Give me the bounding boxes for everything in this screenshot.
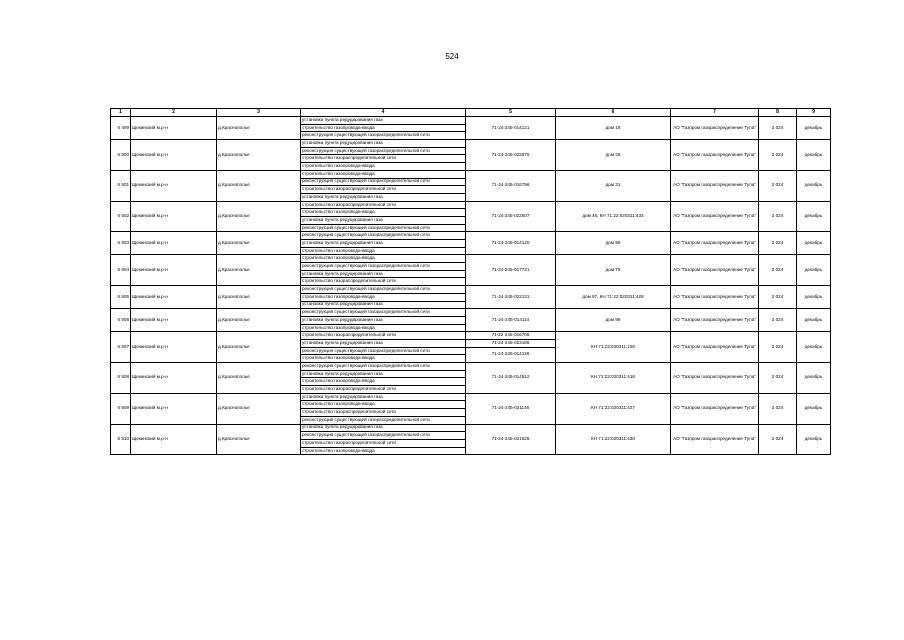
registry-code: 71-24-245-022131	[466, 286, 556, 309]
table-row	[111, 332, 831, 340]
header-cell: 3	[217, 109, 301, 117]
month-cell: декабрь	[797, 140, 831, 171]
work-item: реконструкция существующей газораспределительной сети	[301, 232, 466, 240]
table-row	[111, 140, 831, 148]
row-number: 6 499	[111, 117, 131, 140]
page-number: 524	[445, 52, 459, 61]
header-cell: 2	[131, 109, 217, 117]
registry-code: 71-24-245-014126	[466, 347, 556, 362]
work-item: строительство газораспределительной сети	[301, 439, 466, 447]
work-item: установка пункта редуцирования газа	[301, 339, 466, 347]
row-number: 6 508	[111, 363, 131, 394]
locality-cell: д.Краснополье	[217, 332, 301, 363]
locality-cell: д.Краснополье	[217, 363, 301, 394]
table-row	[111, 170, 831, 178]
row-number: 6 505	[111, 286, 131, 309]
district-cell: Щекинский м.р-н	[131, 332, 217, 363]
work-item: реконструкция существующей газораспределительной сети	[301, 224, 466, 232]
month-cell: декабрь	[797, 332, 831, 363]
work-item: установка пункта редуцирования газа	[301, 270, 466, 278]
registry-code: 71-24-245-016796	[466, 170, 556, 201]
row-number: 6 509	[111, 393, 131, 424]
year-cell: 2 024	[759, 170, 797, 201]
work-item: установка пункта редуцирования газа	[301, 140, 466, 148]
header-cell: 8	[759, 109, 797, 117]
work-item: реконструкция существующей газораспределительной сети	[301, 416, 466, 424]
district-cell: Щекинский м.р-н	[131, 286, 217, 309]
work-item: строительство газопровода-ввода	[301, 163, 466, 171]
work-item: установка пункта редуцирования газа	[301, 117, 466, 125]
organization-cell: АО "Газпром газораспределение Тула"	[671, 286, 759, 309]
table-row	[111, 201, 831, 209]
district-cell: Щекинский м.р-н	[131, 363, 217, 394]
work-item: реконструкция существующей газораспределительной сети	[301, 147, 466, 155]
address-cell: КН 71:22:020311:430	[556, 424, 671, 455]
month-cell: декабрь	[797, 232, 831, 255]
work-item: строительство газораспределительной сети	[301, 409, 466, 417]
work-item: строительство газопровода-ввода	[301, 255, 466, 263]
address-cell: дом 97, КН 71:22:020311:428	[556, 286, 671, 309]
locality-cell: д.Краснополье	[217, 201, 301, 232]
locality-cell: д.Краснополье	[217, 255, 301, 286]
header-cell: 5	[466, 109, 556, 117]
year-cell: 2 024	[759, 232, 797, 255]
month-cell: декабрь	[797, 363, 831, 394]
work-item: строительство газопровода-ввода	[301, 170, 466, 178]
header-cell: 4	[301, 109, 466, 117]
work-item: строительство газораспределительной сети	[301, 278, 466, 286]
work-item: установка пункта редуцирования газа	[301, 316, 466, 324]
locality-cell: д.Краснополье	[217, 286, 301, 309]
header-cell: 1	[111, 109, 131, 117]
locality-cell: д.Краснополье	[217, 140, 301, 171]
row-number: 6 503	[111, 232, 131, 255]
works-table	[110, 108, 831, 455]
registry-code: 71-24-245-014114	[466, 309, 556, 332]
year-cell: 2 024	[759, 140, 797, 171]
work-item: строительство газораспределительной сети	[301, 332, 466, 340]
month-cell: декабрь	[797, 309, 831, 332]
registry-code: 71-24-245-014120	[466, 232, 556, 255]
address-cell: дом 46, КН 71:22:020311:434	[556, 201, 671, 232]
year-cell: 2 024	[759, 286, 797, 309]
year-cell: 2 024	[759, 424, 797, 455]
year-cell: 2 024	[759, 393, 797, 424]
address-cell: КН 71:22:020311:155	[556, 332, 671, 363]
work-item: строительство газопровода-ввода	[301, 378, 466, 386]
locality-cell: д.Краснополье	[217, 117, 301, 140]
work-item: строительство газопровода-ввода	[301, 324, 466, 332]
registry-code: 71-24-245-021625	[466, 424, 556, 455]
work-item: строительство газопровода-ввода	[301, 355, 466, 363]
header-cell: 7	[671, 109, 759, 117]
work-item: установка пункта редуцирования газа	[301, 193, 466, 201]
row-number: 6 507	[111, 332, 131, 363]
header-cell: 9	[797, 109, 831, 117]
organization-cell: АО "Газпром газораспределение Тула"	[671, 393, 759, 424]
work-item: строительство газопровода-ввода	[301, 124, 466, 132]
work-item: установка пункта редуцирования газа	[301, 393, 466, 401]
table-row	[111, 286, 831, 294]
registry-code: 71-24-245-023188	[466, 339, 556, 347]
work-item: установка пункта редуцирования газа	[301, 301, 466, 309]
registry-code: 71-24-245-022507	[466, 201, 556, 232]
work-item: установка пункта редуцирования газа	[301, 424, 466, 432]
locality-cell: д.Краснополье	[217, 232, 301, 255]
work-item: реконструкция существующей газораспределительной сети	[301, 263, 466, 271]
month-cell: декабрь	[797, 286, 831, 309]
month-cell: декабрь	[797, 255, 831, 286]
table-row	[111, 309, 831, 317]
district-cell: Щекинский м.р-н	[131, 309, 217, 332]
registry-code: 71-24-245-022675	[466, 140, 556, 171]
table-row	[111, 393, 831, 401]
locality-cell: д.Краснополье	[217, 309, 301, 332]
registry-code: 71-22-245-016706	[466, 332, 556, 340]
row-number: 6 510	[111, 424, 131, 455]
work-item: строительство газораспределительной сети	[301, 386, 466, 394]
row-number: 6 506	[111, 309, 131, 332]
work-item: реконструкция существующей газораспределительной сети	[301, 178, 466, 186]
month-cell: декабрь	[797, 393, 831, 424]
organization-cell: АО "Газпром газораспределение Тула"	[671, 363, 759, 394]
year-cell: 2 024	[759, 309, 797, 332]
district-cell: Щекинский м.р-н	[131, 117, 217, 140]
organization-cell: АО "Газпром газораспределение Тула"	[671, 424, 759, 455]
organization-cell: АО "Газпром газораспределение Тула"	[671, 332, 759, 363]
district-cell: Щекинский м.р-н	[131, 140, 217, 171]
work-item: реконструкция существующей газораспределительной сети	[301, 309, 466, 317]
district-cell: Щекинский м.р-н	[131, 255, 217, 286]
work-item: реконструкция существующей газораспределительной сети	[301, 286, 466, 294]
row-number: 6 501	[111, 170, 131, 201]
month-cell: декабрь	[797, 201, 831, 232]
row-number: 6 500	[111, 140, 131, 171]
district-cell: Щекинский м.р-н	[131, 424, 217, 455]
work-item: строительство газораспределительной сети	[301, 186, 466, 194]
registry-code: 71-24-245-014912	[466, 363, 556, 394]
year-cell: 2 024	[759, 332, 797, 363]
work-item: установка пункта редуцирования газа	[301, 240, 466, 248]
registry-code: 71-24-245-014121	[466, 117, 556, 140]
locality-cell: д.Краснополье	[217, 170, 301, 201]
address-cell: КН 71:22:020311:427	[556, 393, 671, 424]
table-row	[111, 117, 831, 125]
registry-code: 71-24-245-021146	[466, 393, 556, 424]
table-row	[111, 255, 831, 263]
work-item: строительство газопровода-ввода	[301, 293, 466, 301]
month-cell: декабрь	[797, 117, 831, 140]
month-cell: декабрь	[797, 424, 831, 455]
table-row	[111, 424, 831, 432]
organization-cell: АО "Газпром газораспределение Тула"	[671, 255, 759, 286]
address-cell: дом 26	[556, 140, 671, 171]
row-number: 6 502	[111, 201, 131, 232]
header-row	[111, 109, 831, 117]
organization-cell: АО "Газпром газораспределение Тула"	[671, 309, 759, 332]
address-cell: дом 75	[556, 255, 671, 286]
month-cell: декабрь	[797, 170, 831, 201]
work-item: строительство газопровода-ввода	[301, 247, 466, 255]
header-cell: 6	[556, 109, 671, 117]
organization-cell: АО "Газпром газораспределение Тула"	[671, 117, 759, 140]
address-cell: дом 99	[556, 309, 671, 332]
work-item: реконструкция существующей газораспределительной сети	[301, 363, 466, 371]
row-number: 6 504	[111, 255, 131, 286]
district-cell: Щекинский м.р-н	[131, 232, 217, 255]
registry-code: 71-24-245-017721	[466, 255, 556, 286]
organization-cell: АО "Газпром газораспределение Тула"	[671, 232, 759, 255]
work-item: установка пункта редуцирования газа	[301, 370, 466, 378]
locality-cell: д.Краснополье	[217, 393, 301, 424]
table-row	[111, 232, 831, 240]
year-cell: 2 024	[759, 363, 797, 394]
address-cell: дом 19	[556, 117, 671, 140]
work-item: установка пункта редуцирования газа	[301, 216, 466, 224]
locality-cell: д.Краснополье	[217, 424, 301, 455]
district-cell: Щекинский м.р-н	[131, 393, 217, 424]
year-cell: 2 024	[759, 201, 797, 232]
work-item: строительство газопровода-ввода	[301, 401, 466, 409]
work-item: строительство газопровода-ввода	[301, 209, 466, 217]
organization-cell: АО "Газпром газораспределение Тула"	[671, 170, 759, 201]
address-cell: дом 31	[556, 170, 671, 201]
work-item: строительство газораспределительной сети	[301, 201, 466, 209]
district-cell: Щекинский м.р-н	[131, 170, 217, 201]
address-cell: дом 98	[556, 232, 671, 255]
district-cell: Щекинский м.р-н	[131, 201, 217, 232]
work-item: реконструкция существующей газораспределительной сети	[301, 432, 466, 440]
work-item: строительство газопровода-ввода	[301, 447, 466, 455]
year-cell: 2 024	[759, 117, 797, 140]
year-cell: 2 024	[759, 255, 797, 286]
address-cell: КН 71:22:020311:418	[556, 363, 671, 394]
work-item: реконструкция существующей газораспределительной сети	[301, 347, 466, 355]
organization-cell: АО "Газпром газораспределение Тула"	[671, 201, 759, 232]
work-item: строительство газораспределительной сети	[301, 155, 466, 163]
table-row	[111, 363, 831, 371]
work-item: реконструкция существующей газораспределительной сети	[301, 132, 466, 140]
organization-cell: АО "Газпром газораспределение Тула"	[671, 140, 759, 171]
